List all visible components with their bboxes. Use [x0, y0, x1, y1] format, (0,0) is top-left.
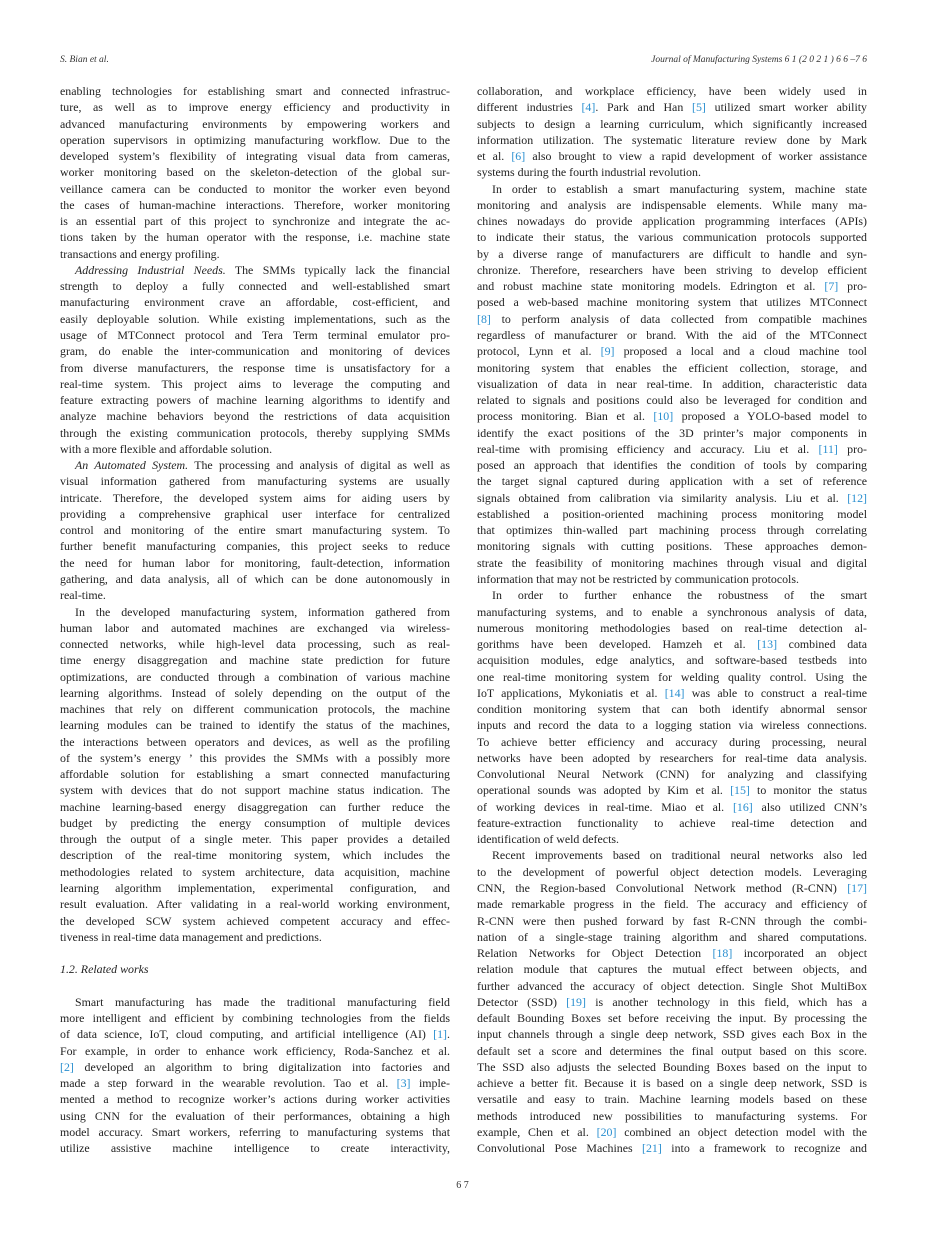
line-text: is an essential part of this project to synchronize and integrate the ac-	[60, 214, 450, 229]
line-text: regardless of manufacturer or brand. With the aid of the MTConnect	[477, 327, 867, 342]
citation-link[interactable]: [2]	[60, 1059, 74, 1074]
line-text: visualization of data in near real-time. In addition, characteristic data	[477, 376, 867, 391]
citation-link[interactable]: [9]	[600, 344, 615, 359]
text-line	[477, 961, 867, 977]
text-line	[60, 799, 450, 815]
paragraph-lead-in: An Automated System.	[75, 458, 189, 473]
text-line	[60, 99, 450, 115]
line-text: numerous monitoring methodologies based on real-time detection al-	[477, 620, 867, 635]
line-text: further advanced the accuracy of object detection. Single Shot MultiBox	[477, 978, 867, 993]
text-line	[60, 490, 450, 506]
text-line	[477, 1043, 867, 1059]
line-text: the interactions between operators and devices, as well as the profiling	[60, 734, 450, 749]
line-text: real-time.	[60, 588, 106, 603]
line-text: CNN, the Region-based Convolutional Network method (R-CNN) [17]	[477, 881, 867, 896]
line-text: [2] developed an algorithm to bring digitalization into factories and	[60, 1059, 450, 1074]
text-line	[60, 880, 450, 896]
text-line	[477, 734, 867, 750]
line-text: learning algorithms. Instead of solely depending on the output of the	[60, 685, 450, 700]
line-text: input channels through a single deep network, SSD gives each Box in the	[477, 1027, 867, 1042]
text-line	[60, 1075, 450, 1091]
text-line	[477, 197, 867, 213]
line-text: monitoring and analysis are indispensable elements. While many ma-	[477, 197, 867, 212]
text-line	[60, 750, 450, 766]
text-line	[60, 571, 450, 587]
text-line	[60, 522, 450, 538]
line-text: machines that rely on different communication protocols, the machine	[60, 702, 450, 717]
line-text: from diverse manufacturers, the response time is unsatisfactory for a	[60, 360, 450, 375]
line-text: feature extracting powers of machine learning algorithms to identify and	[60, 393, 450, 408]
line-text: gram, do enable the inter-communication and monitoring of devices	[60, 344, 450, 359]
text-line	[60, 311, 450, 327]
text-line	[477, 994, 867, 1010]
line-text: manufacturing environment crave an affordable, cost-efficient, and	[60, 295, 450, 310]
text-line	[477, 408, 867, 424]
line-text: made remarkable progress in the field. The accuracy and efficiency of	[477, 897, 867, 912]
line-text: For example, in order to enhance work efficiency, Roda-Sanchez et al.	[60, 1043, 450, 1058]
text-line	[60, 457, 450, 473]
line-text: identification of weld defects.	[477, 832, 619, 847]
text-line	[60, 197, 450, 213]
line-text: Convolutional Neural Network (CNN) for analyzing and classifying	[477, 767, 867, 782]
line-text: tiveness in real-time data management and predictions.	[60, 929, 322, 944]
line-text: real-time with promising efficiency and accuracy. Liu et al. [11] pro-	[477, 441, 867, 456]
line-text: the need for human labor for monitoring, fault-detection, information	[60, 555, 450, 570]
citation-link[interactable]: [8]	[477, 311, 491, 326]
text-line	[477, 847, 867, 863]
line-text: achieve a better fit. Because it is based on a single deep network, SSD is	[477, 1076, 867, 1091]
text-line	[477, 669, 867, 685]
text-line	[60, 148, 450, 164]
citation-link[interactable]: [7]	[824, 279, 839, 294]
line-text: different industries [4]. Park and Han [5] utilized smart worker ability	[477, 100, 868, 115]
text-line	[477, 246, 867, 262]
line-text: operational sounds was adopted by Kim et al. [15] to monitor the status	[477, 783, 868, 798]
text-line	[60, 929, 450, 945]
line-text: to the development of powerful object detection models. Leveraging	[477, 864, 867, 879]
text-line	[477, 782, 867, 798]
text-line	[60, 864, 450, 880]
line-text: learning algorithm implementation, experimental configuration, and	[60, 881, 450, 896]
line-text: default set a score and determines the final output based on this score.	[477, 1043, 867, 1058]
text-line	[60, 164, 450, 180]
line-text: manufacturing systems, and to enable a synchronous analysis of data,	[477, 604, 867, 619]
line-text: budget by predicting the energy consumption of multiple devices	[60, 815, 450, 830]
line-text: In the developed manufacturing system, information gathered from	[75, 604, 450, 619]
text-line	[477, 278, 867, 294]
line-text: posed an approach that identifies the condition of tools by comparing	[477, 458, 867, 473]
text-line	[477, 799, 867, 815]
text-line	[477, 360, 867, 376]
line-text: To achieve better efficiency and accuracy during processing, neural	[477, 734, 867, 749]
line-text: tions taken by the human operator with the response, i.e. machine state	[60, 230, 450, 245]
line-text: feature-extraction functionality to achieve real-time detection and	[477, 815, 867, 830]
text-line	[60, 717, 450, 733]
line-text: of the system’s energy ’ this provides the SMMs with a possibly more	[60, 750, 450, 765]
text-line	[477, 913, 867, 929]
text-line	[477, 148, 867, 164]
line-text: learning modules can be trained to identify the status of the machines,	[60, 718, 450, 733]
paragraph	[60, 262, 450, 457]
line-text: advanced manufacturing environments by empowering workers and	[60, 116, 450, 131]
line-text: The SMMs typically lack the financial	[225, 262, 451, 277]
text-line	[477, 766, 867, 782]
line-text: the cases of human-machine interactions. Therefore, worker monitoring	[60, 197, 450, 212]
text-line	[477, 1091, 867, 1107]
line-text: inputs and record the data to a logging station via wireless connections.	[477, 718, 867, 733]
text-line	[477, 1140, 867, 1156]
line-text: of working devices in real-time. Miao et al. [16] also utilized CNN’s	[477, 799, 867, 814]
paragraph	[477, 181, 867, 588]
line-text: acquisition modules, edge analytics, and software-based testbeds into	[477, 653, 867, 668]
text-line	[477, 262, 867, 278]
citation-link[interactable]: [13]	[757, 637, 778, 652]
text-line	[60, 782, 450, 798]
text-line	[60, 587, 450, 603]
text-line	[60, 1010, 450, 1026]
line-text: IoT applications, Mykoniatis et al. [14] was able to construct a real-time	[477, 685, 868, 700]
line-text: enabling technologies for establishing smart and connected infrastruc-	[60, 84, 450, 98]
line-text: Convolutional Pose Machines [21] into a framework to recognize and	[477, 1141, 867, 1156]
citation-link[interactable]: [12]	[847, 490, 867, 505]
line-text: human labor and automated machines are exchanged via wireless-	[60, 620, 450, 635]
text-line	[60, 701, 450, 717]
line-text: easily deployable solution. While existing implementations, such as the	[60, 311, 450, 326]
page-number: 6 7	[456, 1180, 469, 1191]
text-line	[477, 587, 867, 603]
text-line	[60, 652, 450, 668]
line-text: chronize. Therefore, researchers have been striving to develop efficient	[477, 262, 867, 277]
line-text: analyze machine behaviors beyond the restrictions of data acquisition	[60, 409, 450, 424]
text-line	[477, 213, 867, 229]
text-line	[60, 213, 450, 229]
citation-link[interactable]: [15]	[730, 783, 750, 798]
text-line	[60, 327, 450, 343]
text-line	[477, 164, 867, 180]
text-line	[60, 132, 450, 148]
line-text: systems during the fourth industrial revolution.	[477, 165, 701, 180]
line-text: methodologies related to system architecture, data acquisition, machine	[60, 864, 450, 879]
line-text: operation supervisors in optimizing manufacturing workflow. Due to the	[60, 132, 450, 147]
line-text: related to signals and positions could also be leveraged for condition and	[477, 393, 867, 408]
text-line	[60, 734, 450, 750]
text-line	[477, 896, 867, 912]
line-text: Detector (SSD) [19] is another technology in this field, which has a	[477, 994, 867, 1009]
text-line	[477, 880, 867, 896]
line-text: using CNN for the evaluation of their performances, obtaining a high	[60, 1108, 450, 1123]
text-line	[60, 441, 450, 457]
text-line	[477, 717, 867, 733]
text-line	[477, 294, 867, 310]
citation-link[interactable]: [14]	[664, 685, 685, 700]
citation-link[interactable]: [4]	[581, 100, 596, 115]
line-text: and robust machine state monitoring models. Edrington et al. [7] pro-	[477, 279, 867, 294]
line-text: et al. [6] also brought to view a rapid development of worker assistance	[477, 149, 867, 164]
text-line	[60, 994, 450, 1010]
text-line	[477, 506, 867, 522]
line-text: subjects to design a learning curriculum, which significantly increased	[477, 116, 867, 131]
text-line	[477, 701, 867, 717]
line-text: gathering, and data analysis, all of which can be done autonomously in	[60, 571, 450, 586]
text-line	[60, 506, 450, 522]
text-line	[60, 1124, 450, 1140]
text-line	[60, 604, 450, 620]
line-text: further benefit manufacturing companies, this project seeks to reduce	[60, 539, 450, 554]
line-text: established a position-oriented machining process monitoring model	[477, 506, 867, 521]
line-text: default Bounding Boxes set before receiving the input. By processing the	[477, 1011, 867, 1026]
line-text: signals obtained from calibration via similarity analysis. Liu et al. [12]	[477, 490, 867, 505]
line-text: connected networks, while high-level data processing, such as real-	[60, 637, 450, 652]
line-text: intricate. Therefore, the developed system aims for aiding users by	[60, 490, 450, 505]
line-text: worker monitoring based on the skeleton-detection of the global sur-	[60, 165, 450, 180]
line-text: condition monitoring system that can both identify abnormal sensor	[477, 702, 867, 717]
text-line	[60, 636, 450, 652]
paragraph-lead-in: Addressing Industrial Needs.	[75, 262, 226, 277]
text-line	[60, 1091, 450, 1107]
text-line	[60, 685, 450, 701]
line-text: gorithms have been developed. Hamzeh et al. [13] combined data	[477, 637, 867, 652]
line-text: collaboration, and workplace efficiency, have been widely used in	[477, 84, 867, 98]
paragraph	[60, 604, 450, 946]
text-line	[60, 376, 450, 392]
paragraph	[60, 994, 450, 1157]
text-line	[477, 116, 867, 132]
line-text: model accuracy. Smart workers, referring to manufacturing systems that	[60, 1125, 450, 1139]
text-line	[60, 1026, 450, 1042]
text-line	[477, 864, 867, 880]
line-text: system with devices that do not support machine status indication. The	[60, 783, 450, 798]
line-text: utilize assistive machine intelligence to create interactivity,	[60, 1141, 450, 1156]
line-text: versatile and easy to train. Machine learning models based on these	[477, 1092, 867, 1107]
text-line	[60, 766, 450, 782]
text-line	[477, 425, 867, 441]
text-line	[60, 392, 450, 408]
paragraph	[477, 83, 867, 181]
citation-link[interactable]: [5]	[692, 100, 706, 115]
text-line	[60, 1108, 450, 1124]
text-line	[477, 571, 867, 587]
paragraph	[477, 587, 867, 847]
text-line	[477, 1124, 867, 1140]
running-header-authors: S. Bian et al.	[60, 55, 109, 65]
line-text: nation of a single-stage training algorithm and shared computations.	[477, 929, 867, 944]
line-text: usage of MTConnect protocol and Tera Term terminal emulator pro-	[60, 327, 450, 342]
line-text: chines nowadays do provide application programming interfaces (APIs)	[477, 214, 867, 229]
line-text: mented a method to recognize worker’s actions during worker activities	[60, 1092, 450, 1107]
citation-link[interactable]: [18]	[712, 946, 733, 961]
line-text: by a diverse range of manufacturers are difficult to handle and syn-	[477, 246, 867, 261]
paragraph	[60, 457, 450, 603]
text-line	[477, 99, 867, 115]
line-text: control and monitoring of the entire smart manufacturing system. To	[60, 523, 450, 538]
line-text: veillance camera can be conducted to monitor the worker even beyond	[60, 181, 450, 196]
line-text: developed system’s flexibility of integrating visual data from cameras,	[60, 149, 450, 164]
text-line	[477, 636, 867, 652]
text-line	[60, 262, 450, 278]
citation-link[interactable]: [19]	[566, 994, 586, 1009]
text-line	[60, 473, 450, 489]
line-text: Relation Networks for Object Detection [18] incorporated an object	[477, 946, 867, 961]
line-text: time energy disaggregation and machine state prediction for future	[60, 653, 450, 668]
line-text: more intelligent and efficient by combining technologies from the fields	[60, 1011, 450, 1026]
line-text: through the output of a single meter. This paper provides a detailed	[60, 832, 450, 847]
text-line	[60, 1140, 450, 1156]
text-line	[60, 229, 450, 245]
text-line	[477, 929, 867, 945]
text-line	[60, 847, 450, 863]
line-text: The SSD also adjusts the selected Bounding Boxes based on the input to	[477, 1059, 867, 1074]
text-line	[477, 685, 867, 701]
text-line	[477, 311, 867, 327]
citation-link[interactable]: [21]	[642, 1141, 662, 1156]
text-line	[477, 945, 867, 961]
line-text: machine learning-based energy disaggregation can further reduce the	[60, 799, 450, 814]
line-text: identify the exact positions of the 3D printer’s major components in	[477, 425, 867, 440]
line-text: with a more flexible and affordable solution.	[60, 441, 273, 456]
text-line	[60, 815, 450, 831]
text-line	[60, 896, 450, 912]
text-line	[60, 83, 450, 99]
text-line	[477, 1026, 867, 1042]
citation-link[interactable]: [10]	[653, 409, 674, 424]
text-line	[477, 376, 867, 392]
text-line	[60, 360, 450, 376]
text-line	[60, 116, 450, 132]
text-line	[477, 750, 867, 766]
line-text: Recent improvements based on traditional neural networks also led	[492, 848, 867, 863]
text-line	[60, 278, 450, 294]
line-text: process monitoring. Bian et al. [10] proposed a YOLO-based model to	[477, 409, 867, 424]
line-text: protocol, Lynn et al. [9] proposed a local and a cloud machine tool	[477, 344, 867, 359]
text-line	[477, 181, 867, 197]
text-line	[477, 538, 867, 554]
line-text: real-time system. This project aims to leverage the computing and	[60, 376, 450, 391]
text-line	[477, 473, 867, 489]
text-line	[477, 1108, 867, 1124]
text-line	[60, 555, 450, 571]
citation-link[interactable]: [6]	[511, 149, 526, 164]
line-text: the developed SCW system achieved competent accuracy and effec-	[60, 913, 450, 928]
text-line	[477, 457, 867, 473]
paragraph	[60, 83, 450, 262]
line-text: affordable solution for establishing a smart connected manufacturing	[60, 767, 450, 782]
citation-link[interactable]: [17]	[847, 881, 867, 896]
right-column	[477, 83, 867, 1157]
running-header-journal: Journal of Manufacturing Systems 6 1 (2 0 2 1 ) 6 6 –7 6	[651, 55, 867, 65]
text-line	[477, 555, 867, 571]
line-text: information utilization. The systematic literature review done by Mark	[477, 132, 867, 147]
text-line	[477, 1010, 867, 1026]
text-line	[60, 425, 450, 441]
line-text: strate the feasibility of monitoring machines through visual and digital	[477, 555, 867, 570]
text-line	[477, 620, 867, 636]
text-line	[60, 669, 450, 685]
text-line	[477, 652, 867, 668]
line-text: visual information gathered from manufacturing systems are usually	[60, 474, 450, 489]
line-text: made a step forward in the wearable revolution. Tao et al. [3] imple-	[60, 1076, 450, 1091]
line-text: the target signal captured during application with a set of reference	[477, 474, 867, 489]
text-line	[477, 978, 867, 994]
line-text: Smart manufacturing has made the traditional manufacturing field	[75, 994, 450, 1009]
text-line	[477, 522, 867, 538]
text-line	[477, 1075, 867, 1091]
text-line	[477, 327, 867, 343]
line-text: one real-time monitoring system for welding quality control. Using the	[477, 669, 867, 684]
text-line	[477, 343, 867, 359]
text-line	[60, 408, 450, 424]
citation-link[interactable]: [11]	[818, 441, 838, 456]
text-line	[60, 294, 450, 310]
text-line	[477, 490, 867, 506]
text-line	[477, 132, 867, 148]
left-column	[60, 83, 450, 1157]
line-text: monitoring system that enables the efficient collection, storage, and	[477, 360, 867, 375]
line-text: to indicate their status, the various communication protocols supported	[477, 230, 867, 245]
line-text: strength to deploy a fully connected and well-established smart	[60, 279, 450, 294]
line-text: relation module that captures the mutual effect between objects, and	[477, 962, 867, 977]
line-text: that optimizes thin-walled part machining process through correlating	[477, 523, 867, 538]
text-line	[477, 815, 867, 831]
text-line	[477, 831, 867, 847]
text-line	[60, 1043, 450, 1059]
text-line	[60, 246, 450, 262]
line-text: R-CNN were then pushed forward by fast R-CNN through the combi-	[477, 913, 867, 928]
text-line	[477, 1059, 867, 1075]
text-line	[60, 538, 450, 554]
line-text: posed a web-based machine monitoring system that utilizes MTConnect	[477, 295, 867, 310]
text-line	[60, 1059, 450, 1075]
line-text: of data science, IoT, cloud computing, and artificial intelligence (AI) [1].	[60, 1027, 450, 1042]
line-text: networks have been adopted by researchers for real-time data analysis.	[477, 750, 867, 765]
line-text: ture, as well as to improve energy efficiency and productivity in	[60, 100, 450, 115]
line-text: The processing and analysis of digital as well as	[188, 458, 450, 473]
citation-link[interactable]: [20]	[596, 1125, 617, 1139]
citation-link[interactable]: [16]	[732, 799, 753, 814]
text-line	[60, 620, 450, 636]
line-text: providing a comprehensive graphical user interface for centralized	[60, 506, 450, 521]
line-text: In order to establish a smart manufacturing system, machine state	[492, 181, 867, 196]
text-line	[477, 83, 867, 99]
line-text: optimizations, are conducted through a combination of various machine	[60, 669, 450, 684]
section-heading: 1.2. Related works	[60, 962, 149, 977]
text-line	[60, 831, 450, 847]
line-text: description of the real-time monitoring system, which includes the	[60, 848, 450, 863]
line-text: result evaluation. After validating in a real-world working environment,	[60, 897, 450, 912]
text-line	[477, 392, 867, 408]
line-text: example, Chen et al. [20] combined an object detection model with the	[477, 1125, 867, 1139]
line-text: transactions and energy profiling.	[60, 246, 220, 261]
text-line	[60, 913, 450, 929]
line-text: through the existing communication protocols, thereby supplying SMMs	[60, 425, 450, 440]
text-line	[60, 181, 450, 197]
text-line	[477, 229, 867, 245]
text-line	[60, 343, 450, 359]
citation-link[interactable]: [1]	[433, 1027, 448, 1042]
paragraph	[477, 847, 867, 1156]
text-line	[477, 441, 867, 457]
line-text: methods introduced new possibilities to manufacturing systems. For	[477, 1108, 867, 1123]
line-text: information that may not be restricted by communication protocols.	[477, 571, 799, 586]
citation-link[interactable]: [3]	[396, 1076, 411, 1091]
line-text: In order to further enhance the robustness of the smart	[492, 588, 867, 603]
line-text: monitoring signals with cutting positions. These approaches demon-	[477, 539, 867, 554]
text-line	[477, 604, 867, 620]
line-text: [8] to perform analysis of data collected from compatible machines	[477, 311, 867, 326]
